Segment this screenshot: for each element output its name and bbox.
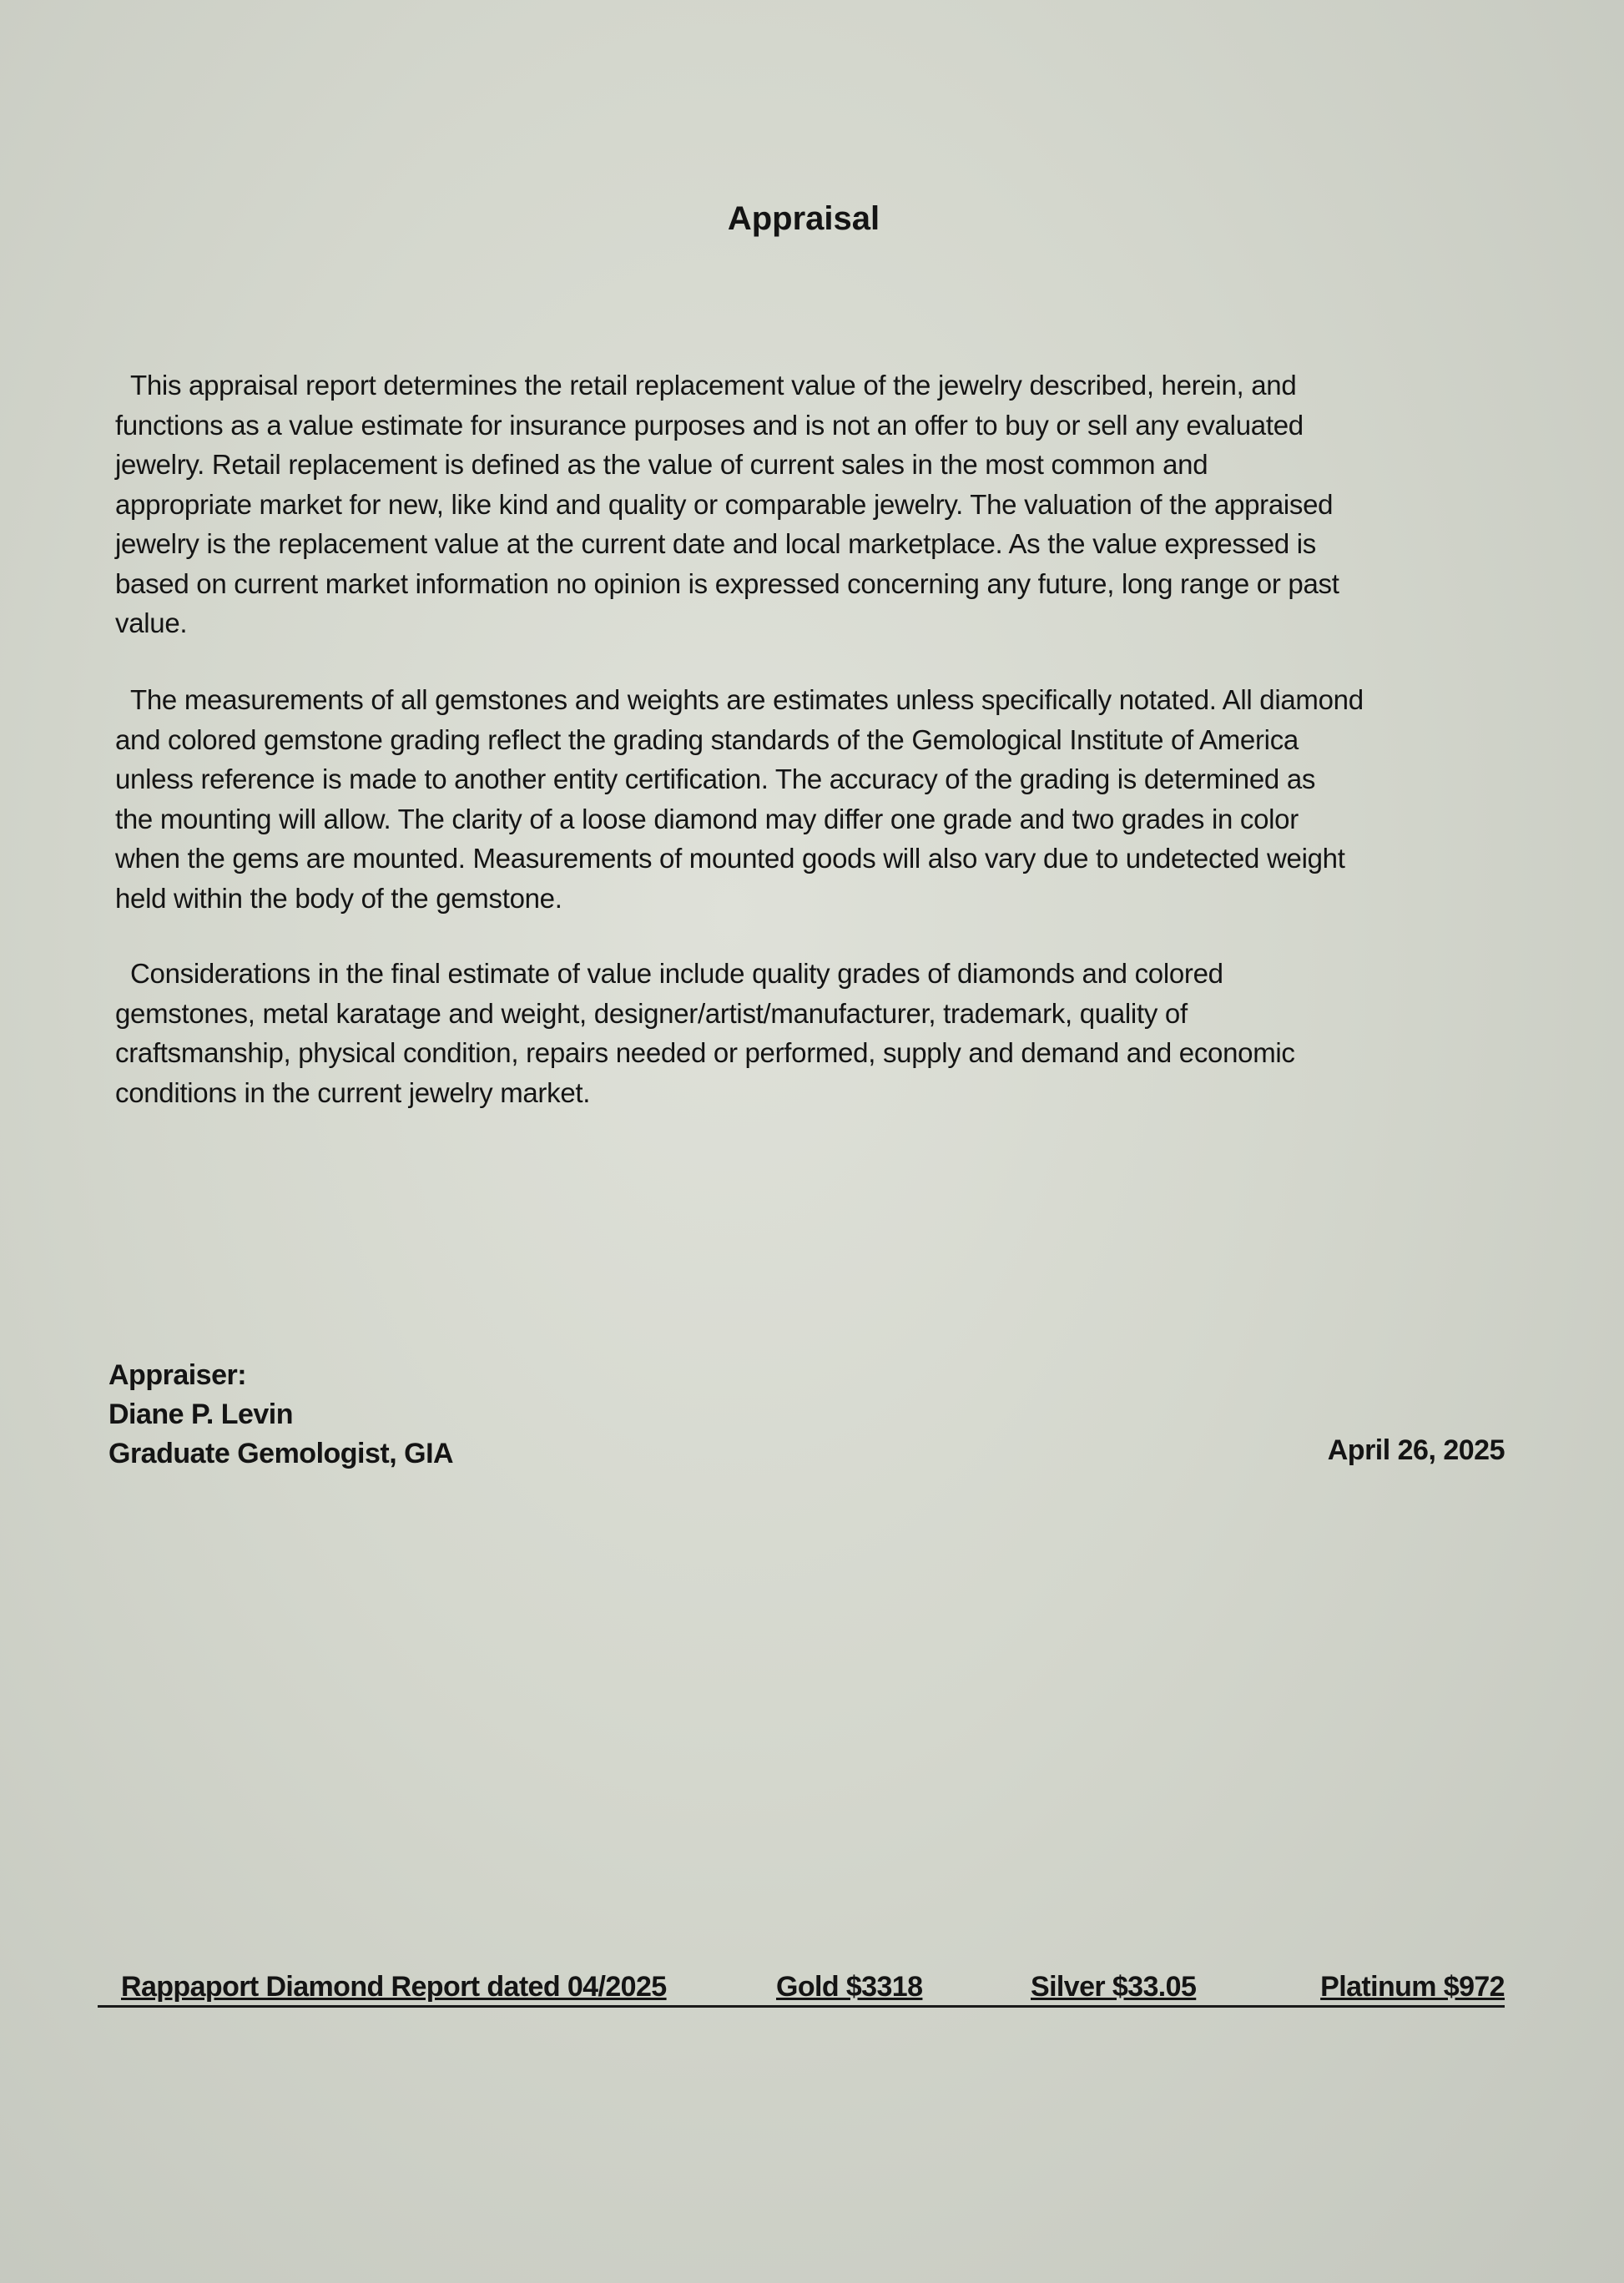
paragraph-measurements: [115, 680, 1517, 918]
text-line: gemstones, metal karatage and weight, designer/artist/manufacturer, trademark, quality of: [115, 997, 1188, 1029]
text-line: craftsmanship, physical condition, repairs needed or performed, supply and demand and economic: [115, 1037, 1295, 1068]
platinum-price: Platinum $972: [1320, 1971, 1505, 2003]
market-prices-footer: [98, 1967, 1505, 2008]
page-title: Appraisal: [727, 200, 880, 237]
text-line: The measurements of all gemstones and weights are estimates unless specifically notated. All diamond: [130, 684, 1364, 715]
appraiser-name: Diane P. Levin: [108, 1399, 294, 1430]
text-line: jewelry. Retail replacement is defined as the value of current sales in the most common and: [115, 449, 1208, 480]
text-line: jewelry is the replacement value at the current date and local marketplace. As the value expressed is: [115, 528, 1316, 559]
text-line: when the gems are mounted. Measurements of mounted goods will also vary due to undetected weight: [115, 843, 1345, 874]
silver-price: Silver $33.05: [1031, 1971, 1197, 2003]
text-line: This appraisal report determines the retail replacement value of the jewelry described, herein, and: [130, 370, 1297, 401]
text-line: unless reference is made to another entity certification. The accuracy of the grading is determined as: [115, 764, 1316, 794]
paragraph-considerations: [115, 954, 1517, 1112]
text-line: the mounting will allow. The clarity of a loose diamond may differ one grade and two grades in color: [115, 803, 1299, 834]
text-line: value.: [115, 607, 188, 638]
text-line: appropriate market for new, like kind and quality or comparable jewelry. The valuation of the appraised: [115, 488, 1334, 520]
text-line: Considerations in the final estimate of value include quality grades of diamonds and colored: [130, 958, 1223, 989]
paragraph-purpose: [115, 365, 1517, 643]
appraiser-label: Appraiser:: [108, 1359, 247, 1391]
text-line: functions as a value estimate for insurance purposes and is not an offer to buy or sell any evaluated: [115, 409, 1304, 441]
rappaport-report: Rappaport Diamond Report dated 04/2025: [121, 1971, 667, 2003]
text-line: held within the body of the gemstone.: [115, 882, 562, 914]
text-line: conditions in the current jewelry market.: [115, 1076, 591, 1108]
text-line: based on current market information no opinion is expressed concerning any future, long range or past: [115, 567, 1339, 599]
appraiser-block: [108, 1356, 453, 1474]
gold-price: Gold $3318: [776, 1971, 923, 2003]
appraisal-date: April 26, 2025: [1327, 1434, 1505, 1466]
text-line: and colored gemstone grading reflect the grading standards of the Gemological Institute of America: [115, 723, 1299, 755]
appraiser-credential: Graduate Gemologist, GIA: [108, 1438, 454, 1469]
